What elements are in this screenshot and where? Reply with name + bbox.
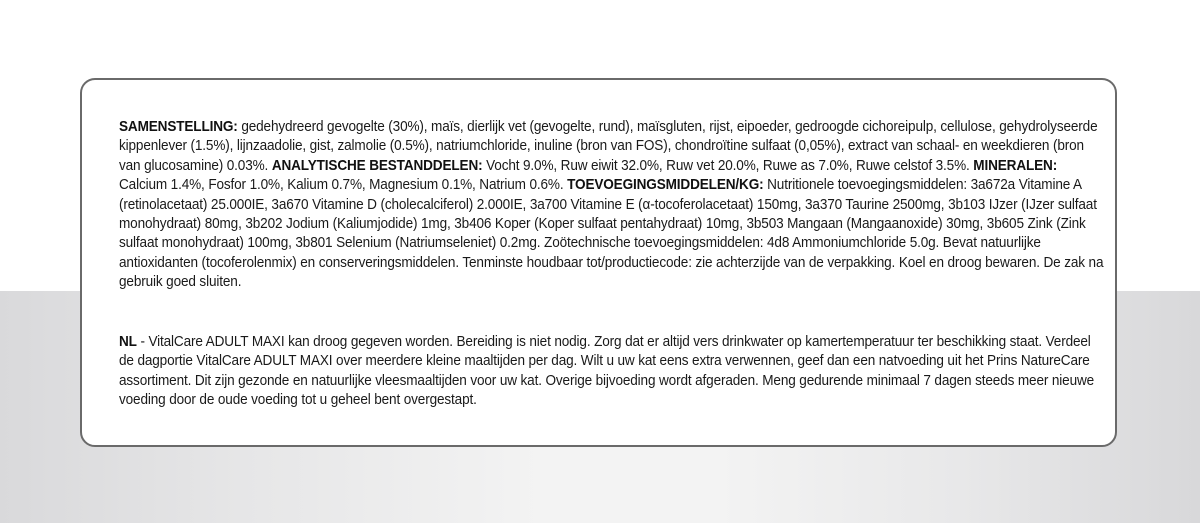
- additives-heading: TOEVOEGINGSMIDDELEN/KG:: [567, 177, 764, 194]
- feeding-instructions-text: - VitalCare ADULT MAXI kan droog gegeven worden. Bereiding is niet nodig. Zorg dat er altijd vers drinkwater op kamertemperatuur ter beschikking staat. Verdeel de dagportie VitalCare ADULT MAXI over meerdere kleine maaltijden per dag. Wilt u uw kat eens extra verwennen, geef dan een natvoeding uit het Prins NatureCare assortiment. Dit zijn gezonde en natuurlijke vleesmaaltijden voor uw kat. Overige bijvoeding wordt afgeraden. Meng gedurende minimaal 7 dagen steeds meer nieuwe voeding door de oude voeding tot u geheel bent overgestapt.: [119, 334, 1095, 409]
- language-code-heading: NL: [119, 334, 137, 350]
- composition-paragraph: [119, 118, 1109, 293]
- additives-text: Nutritionele toevoegingsmiddelen: 3a672a Vitamine A (retinolacetaat) 25.000IE, 3a670 Vitamine D (cholecalciferol) 2.000IE, 3a700 Vitamine E (α-tocoferolacetaat) 150mg, 3a370 Taurine 2500mg, 3b103 IJzer (IJzer sulfaat monohydraat) 80mg, 3b202 Jodium (Kaliumjodide) 1mg, 3b406 Koper (Koper sulfaat pentahydraat) 10mg, 3b503 Mangaan (Mangaanoxide) 30mg, 3b605 Zink (Zink sulfaat monohydraat) 100mg, 3b801 Selenium (Natriumseleniet) 0.2mg. Zoötechnische toevoegingsmiddelen: 4d8 Ammoniumchloride 5.0g. Bevat natuurlijke antioxidanten (tocoferolenmix) en conserveringsmiddelen. Tenminste houdbaar tot/productiecode: zie achterzijde van de verpakking. Koel en droog bewaren. De zak na gebruik goed sluiten.: [119, 177, 1104, 291]
- minerals-heading: MINERALEN:: [973, 157, 1058, 174]
- minerals-text: Calcium 1.4%, Fosfor 1.0%, Kalium 0.7%, Magnesium 0.1%, Natrium 0.6%.: [119, 177, 568, 194]
- product-label-box: [80, 78, 1117, 447]
- analytical-text: Vocht 9.0%, Ruw eiwit 32.0%, Ruw vet 20.0%, Ruwe as 7.0%, Ruwe celstof 3.5%.: [482, 157, 974, 174]
- feeding-instructions-paragraph: [119, 333, 1109, 411]
- analytical-heading: ANALYTISCHE BESTANDDELEN:: [271, 157, 483, 174]
- composition-heading: SAMENSTELLING:: [119, 119, 238, 135]
- composition-text: gedehydreerd gevogelte (30%), maïs, dierlijk vet (gevogelte, rund), maïsgluten, rijst, eipoeder, gedroogde cichoreipulp, cellulose, gehydrolyseerde kippenlever (1.5%), lijnzaadolie, gist, zalmolie (0.5%), natriumchloride, inuline (bron van FOS), chondroïtine sulfaat (0,05%), extract van schaal- en weekdieren (bron van glucosamine) 0.03%.: [119, 119, 1098, 174]
